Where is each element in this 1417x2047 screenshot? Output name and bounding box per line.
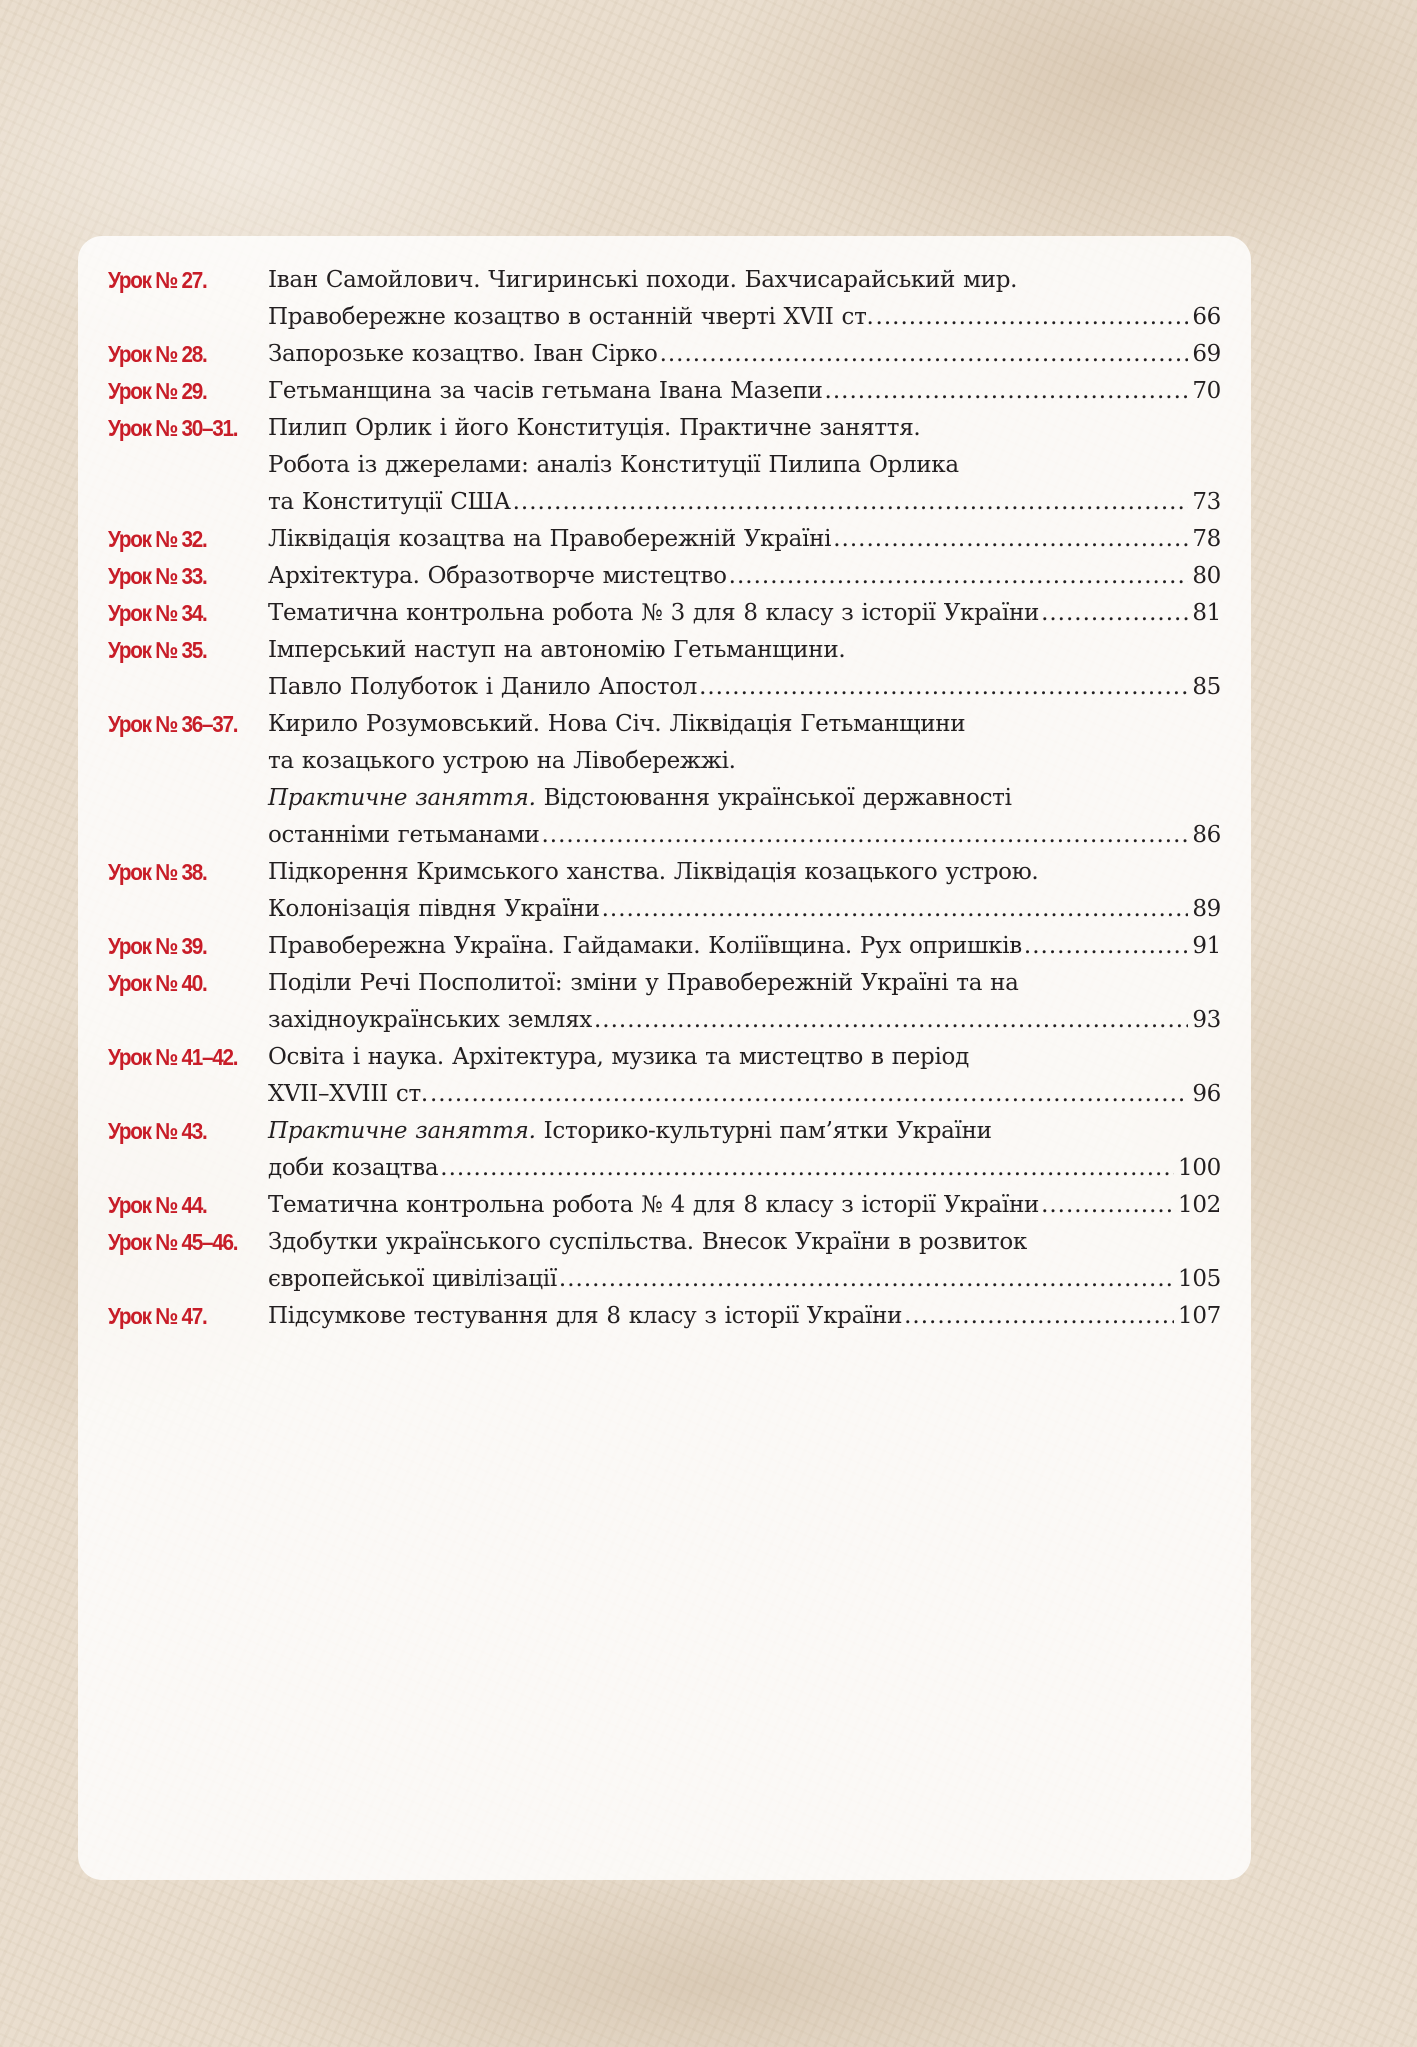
toc-entry[interactable] xyxy=(108,336,1221,373)
title-line xyxy=(268,1187,1221,1224)
text-segment: Тематична контрольна робота № 4 для 8 класу з історії України xyxy=(268,1192,1040,1218)
toc-entry[interactable] xyxy=(108,928,1221,965)
lesson-title xyxy=(268,632,1221,706)
lesson-title xyxy=(268,1298,1221,1335)
toc-entry[interactable] xyxy=(108,1224,1221,1298)
toc-entry[interactable] xyxy=(108,1187,1221,1224)
dot-leader xyxy=(825,373,1189,410)
title-line-text xyxy=(268,299,874,336)
lesson-title xyxy=(268,1039,1221,1113)
lesson-title xyxy=(268,595,1221,632)
title-line-text xyxy=(268,1076,428,1113)
title-line xyxy=(268,743,1221,780)
lesson-title xyxy=(268,558,1221,595)
dot-leader xyxy=(833,521,1188,558)
text-segment: та Конституції США xyxy=(268,489,511,515)
dot-leader xyxy=(594,1002,1188,1039)
lesson-number: Урок № 39. xyxy=(108,933,207,959)
title-line-text xyxy=(268,785,1012,811)
lesson-title xyxy=(268,373,1221,410)
title-line-text xyxy=(268,1118,992,1144)
title-line xyxy=(268,1113,1221,1150)
page-number: 69 xyxy=(1192,341,1221,367)
title-line-text xyxy=(268,521,831,558)
title-line xyxy=(268,410,1221,447)
title-line-text xyxy=(268,267,1017,293)
lesson-title xyxy=(268,410,1221,521)
lesson-title xyxy=(268,854,1221,928)
text-segment: Імперський наступ на автономію Гетьманщини. xyxy=(268,637,846,663)
title-line xyxy=(268,299,1221,336)
dot-leader xyxy=(559,1261,1174,1298)
text-segment: Здобутки українського суспільства. Внесок України в розвиток xyxy=(268,1229,1027,1255)
text-segment: Іван Самойлович. Чигиринські походи. Бахчисарайський мир. xyxy=(268,267,1018,293)
dot-leader xyxy=(660,336,1189,373)
page-number: 107 xyxy=(1178,1303,1221,1329)
lesson-number: Урок № 40. xyxy=(108,970,207,996)
title-line-text xyxy=(268,637,845,663)
toc-entry[interactable] xyxy=(108,1039,1221,1113)
title-line-text xyxy=(268,484,511,521)
page-number: 81 xyxy=(1192,600,1221,626)
title-line xyxy=(268,928,1221,965)
page-number: 73 xyxy=(1192,489,1221,515)
title-line xyxy=(268,521,1221,558)
dot-leader xyxy=(513,484,1189,521)
text-segment: Відстоювання української державності xyxy=(535,785,1012,811)
title-line xyxy=(268,854,1221,891)
text-segment: європейської цивілізації xyxy=(268,1266,557,1292)
lesson-title xyxy=(268,1224,1221,1298)
toc-entry[interactable] xyxy=(108,262,1221,336)
lesson-number: Урок № 36–37. xyxy=(108,711,238,737)
toc-entry[interactable] xyxy=(108,558,1221,595)
lesson-number: Урок № 38. xyxy=(108,859,207,885)
title-line-text xyxy=(268,373,823,410)
text-segment: Історико-культурні пам’ятки України xyxy=(535,1118,992,1144)
lesson-title xyxy=(268,521,1221,558)
title-line xyxy=(268,1076,1221,1113)
title-line xyxy=(268,817,1221,854)
text-segment: Архітектура. Образотворче мистецтво xyxy=(268,563,727,589)
page-number: 85 xyxy=(1192,674,1221,700)
title-line-text xyxy=(268,1229,1027,1255)
page-number: 86 xyxy=(1192,822,1221,848)
toc-entry[interactable] xyxy=(108,965,1221,1039)
toc-entry[interactable] xyxy=(108,521,1221,558)
toc-entry[interactable] xyxy=(108,410,1221,521)
text-segment: Гетьманщина за часів гетьмана Івана Мазепи xyxy=(268,378,823,404)
lesson-number: Урок № 41–42. xyxy=(108,1044,238,1070)
title-line xyxy=(268,1224,1221,1261)
lesson-number: Урок № 47. xyxy=(108,1303,207,1329)
title-line xyxy=(268,447,1221,484)
title-line xyxy=(268,1261,1221,1298)
text-segment: Правобережне козацтво в останній чверті XVII ст. xyxy=(268,304,874,330)
lesson-number: Урок № 30–31. xyxy=(108,415,238,441)
dot-leader xyxy=(602,891,1189,928)
page-number: 102 xyxy=(1178,1192,1221,1218)
text-segment: Павло Полуботок і Данило Апостол xyxy=(268,674,698,700)
title-line-text xyxy=(268,1261,557,1298)
lesson-title xyxy=(268,928,1221,965)
title-line xyxy=(268,891,1221,928)
title-line-text xyxy=(268,1150,438,1187)
title-line-text xyxy=(268,891,600,928)
lesson-number: Урок № 33. xyxy=(108,563,207,589)
dot-leader xyxy=(876,299,1189,336)
text-segment: Пилип Орлик і його Конституція. Практичне заняття. xyxy=(268,415,921,441)
title-line xyxy=(268,632,1221,669)
text-segment: XVII–XVIII ст. xyxy=(268,1081,428,1107)
title-line-text xyxy=(268,748,736,774)
dot-leader xyxy=(440,1150,1174,1187)
text-segment: Правобережна Україна. Гайдамаки. Коліївщина. Рух опришків xyxy=(268,933,1022,959)
title-line-text xyxy=(268,669,697,706)
lesson-title xyxy=(268,262,1221,336)
text-segment: доби козацтва xyxy=(268,1155,439,1181)
dot-leader xyxy=(1041,1187,1174,1224)
toc-entry[interactable] xyxy=(108,632,1221,706)
dot-leader xyxy=(904,1298,1174,1335)
lesson-title xyxy=(268,706,1221,854)
title-line-text xyxy=(268,336,658,373)
italic-text: Практичне заняття. xyxy=(268,1118,536,1144)
lesson-number: Урок № 32. xyxy=(108,526,207,552)
title-line xyxy=(268,373,1221,410)
text-segment: Робота із джерелами: аналіз Конституції Пилипа Орлика xyxy=(268,452,959,478)
lesson-number: Урок № 34. xyxy=(108,600,207,626)
title-line-text xyxy=(268,1044,969,1070)
title-line xyxy=(268,1039,1221,1076)
dot-leader xyxy=(1024,928,1188,965)
title-line xyxy=(268,965,1221,1002)
title-line-text xyxy=(268,817,539,854)
text-segment: та козацького устрою на Лівобережжі. xyxy=(268,748,736,774)
title-line xyxy=(268,336,1221,373)
text-segment: західноукраїнських землях xyxy=(268,1007,592,1033)
title-line xyxy=(268,484,1221,521)
title-line xyxy=(268,262,1221,299)
lesson-number: Урок № 45–46. xyxy=(108,1229,238,1255)
lesson-number: Урок № 29. xyxy=(108,378,207,404)
title-line xyxy=(268,1002,1221,1039)
page-number: 78 xyxy=(1192,526,1221,552)
page-number: 100 xyxy=(1178,1155,1221,1181)
toc-entry[interactable] xyxy=(108,1113,1221,1187)
title-line xyxy=(268,595,1221,632)
lesson-title xyxy=(268,1113,1221,1187)
title-line xyxy=(268,669,1221,706)
lesson-number: Урок № 35. xyxy=(108,637,207,663)
text-segment: Підсумкове тестування для 8 класу з історії України xyxy=(268,1303,903,1329)
text-segment: Поділи Речі Посполитої: зміни у Правобережній Україні та на xyxy=(268,970,1019,996)
page-number: 96 xyxy=(1192,1081,1221,1107)
dot-leader xyxy=(430,1076,1188,1113)
toc-entry[interactable] xyxy=(108,595,1221,632)
text-segment: Тематична контрольна робота № 3 для 8 класу з історії України xyxy=(268,600,1040,626)
lesson-title xyxy=(268,336,1221,373)
title-line-text xyxy=(268,1187,1039,1224)
text-segment: останніми гетьманами xyxy=(268,822,540,848)
toc-entry[interactable] xyxy=(108,854,1221,928)
text-segment: Освіта і наука. Архітектура, музика та мистецтво в період xyxy=(268,1044,969,1070)
dot-leader xyxy=(1041,595,1188,632)
text-segment: Підкорення Кримського ханства. Ліквідація козацького устрою. xyxy=(268,859,1039,885)
page-number: 91 xyxy=(1192,933,1221,959)
text-segment: Ліквідація козацтва на Правобережній Україні xyxy=(268,526,832,552)
page-number: 66 xyxy=(1192,304,1221,330)
title-line xyxy=(268,558,1221,595)
toc-entry[interactable] xyxy=(108,1298,1221,1335)
title-line-text xyxy=(268,1298,902,1335)
page-number: 105 xyxy=(1178,1266,1221,1292)
page-number: 93 xyxy=(1192,1007,1221,1033)
dot-leader xyxy=(729,558,1189,595)
toc-entry[interactable] xyxy=(108,706,1221,854)
text-segment: Запорозьке козацтво. Іван Сірко xyxy=(268,341,658,367)
italic-text: Практичне заняття. xyxy=(268,785,536,811)
dot-leader xyxy=(541,817,1188,854)
title-line-text xyxy=(268,970,1019,996)
toc-entry[interactable] xyxy=(108,373,1221,410)
title-line-text xyxy=(268,711,965,737)
title-line-text xyxy=(268,452,959,478)
title-line xyxy=(268,1150,1221,1187)
title-line xyxy=(268,1298,1221,1335)
page-number: 80 xyxy=(1192,563,1221,589)
title-line-text xyxy=(268,415,920,441)
dot-leader xyxy=(699,669,1188,706)
title-line-text xyxy=(268,558,727,595)
table-of-contents xyxy=(108,262,1221,1335)
title-line xyxy=(268,706,1221,743)
title-line xyxy=(268,780,1221,817)
page-number: 89 xyxy=(1192,896,1221,922)
title-line-text xyxy=(268,859,1038,885)
page-number: 70 xyxy=(1192,378,1221,404)
text-segment: Кирило Розумовський. Нова Січ. Ліквідація Гетьманщини xyxy=(268,711,966,737)
title-line-text xyxy=(268,595,1039,632)
lesson-title xyxy=(268,1187,1221,1224)
lesson-title xyxy=(268,965,1221,1039)
lesson-number: Урок № 44. xyxy=(108,1192,207,1218)
lesson-number: Урок № 28. xyxy=(108,341,207,367)
text-segment: Колонізація півдня України xyxy=(268,896,600,922)
lesson-number: Урок № 27. xyxy=(108,267,207,293)
title-line-text xyxy=(268,1002,592,1039)
lesson-number: Урок № 43. xyxy=(108,1118,207,1144)
title-line-text xyxy=(268,928,1022,965)
